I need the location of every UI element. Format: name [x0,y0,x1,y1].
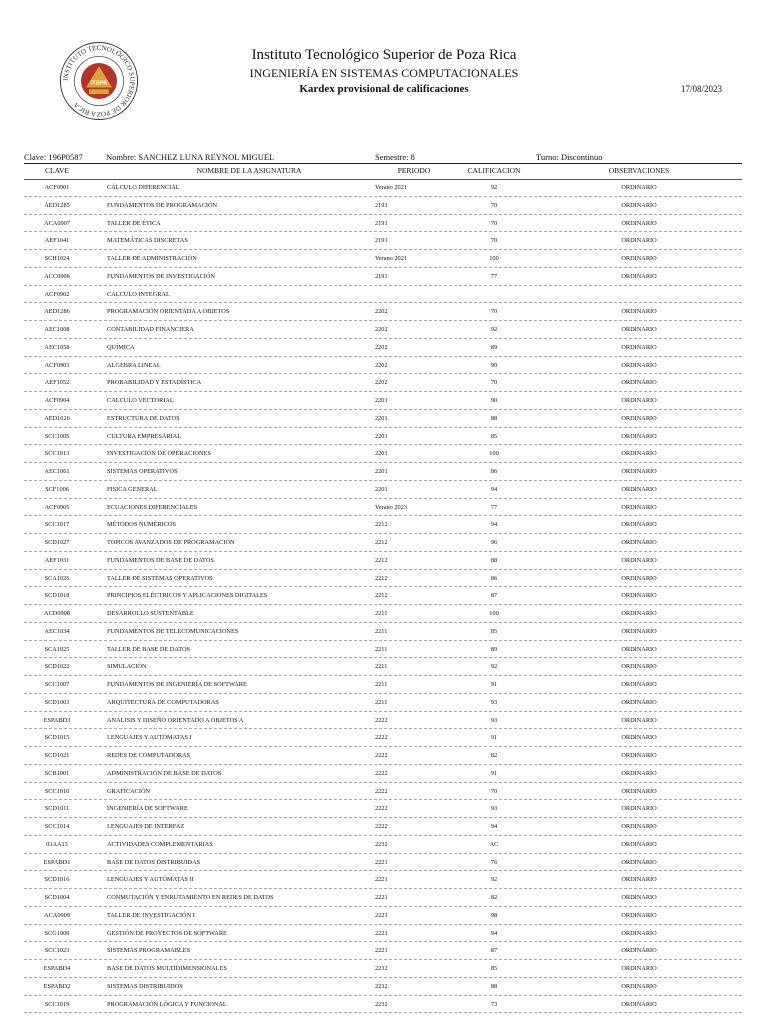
table-row [24,623,742,641]
cell-clave: AEF1031 [44,556,70,564]
cell-nombre: PROBABILIDAD Y ESTADÍSTICA [107,379,202,387]
table-row [24,552,742,570]
table-row [24,303,742,321]
cell-calificacion: 70 [490,308,498,316]
cell-clave: SCC1023 [44,947,70,955]
cell-observaciones: ORDINARIO [621,911,657,919]
table-row [24,996,742,1014]
table-row [24,641,742,659]
table-row [24,321,742,339]
cell-clave: SCD1011 [44,805,70,813]
cell-periodo: 2222 [375,787,388,795]
cell-calificacion: 70 [490,787,498,795]
cell-periodo: 2221 [375,876,388,884]
cell-nombre: FUNDAMENTOS DE BASE DE DATOS [107,556,214,564]
cell-observaciones: ORDINARIO [621,361,657,369]
cell-clave: SCD1015 [44,734,70,742]
cell-clave: SCD1021 [44,752,70,759]
cell-periodo: 2202 [375,379,388,387]
table-row [24,197,742,215]
cell-calificacion: 85 [490,965,498,972]
cell-nombre: LENGUAJES Y AUTÓMATAS II [107,876,194,884]
cell-periodo: 2211 [375,627,388,635]
cell-calificacion: 76 [490,858,498,866]
cell-calificacion: 87 [490,592,498,600]
col-periodo-header: PERIODO [397,166,431,175]
cell-clave: AED1285 [44,201,70,209]
cell-observaciones: ORDINARIO [621,610,657,617]
cell-calificacion: 77 [490,272,498,280]
cell-periodo: 2201 [375,432,388,440]
cell-calificacion: 91 [490,769,498,777]
table-row [24,463,742,481]
cell-calificacion: 88 [490,556,498,564]
cell-nombre: DESARROLLO SUSTENTABLE [107,610,194,617]
cell-clave: AEF1041 [44,237,70,245]
table-row [24,747,742,765]
table-row [24,712,742,730]
cell-nombre: BASE DE DATOS MULTIDIMENSIONALES [107,965,227,972]
cell-observaciones: ORDINARIO [621,308,657,316]
cell-periodo: 2212 [375,592,388,600]
cell-nombre: FUNDAMENTOS DE TELECOMUNICACIONES [107,627,239,635]
table-row [24,818,742,836]
cell-nombre: TALLER DE SISTEMAS OPERATIVOS [107,574,213,582]
cell-nombre: GRAFICACIÓN [107,787,151,795]
cell-nombre: INGENIERÍA DE SOFTWARE [107,805,188,813]
cell-observaciones: ORDINARIO [621,272,657,280]
cell-calificacion: 73 [490,1000,498,1008]
cell-periodo: 2222 [375,823,388,830]
cell-nombre: CÁLCULO DIFERENCIAL [107,184,180,191]
cell-nombre: BASE DE DATOS DISTRIBUIDAS [107,858,201,866]
cell-periodo: 2221 [375,894,388,901]
cell-periodo: 2222 [375,752,388,759]
cell-nombre: SISTEMAS DISTRIBUIDOS [107,982,183,990]
cell-nombre: TOPICOS AVANZADOS DE PROGRAMACIÓN [107,539,235,546]
cell-clave: SCC1014 [44,823,70,830]
table-row [24,232,742,250]
table-row [24,978,742,996]
cell-calificacion: 100 [489,450,499,458]
cell-observaciones: ORDINARIO [621,237,657,245]
cell-calificacion: 85 [490,432,498,440]
cell-observaciones: ORDINARIO [621,485,657,493]
cell-observaciones: ORDINARIO [621,769,657,777]
cell-nombre: FUNDAMENTOS DE INVESTIGACIÓN [107,272,215,280]
cell-clave: ESPABD4 [43,965,71,972]
cell-observaciones: ORDINARIO [621,379,657,387]
cell-observaciones: ORDINARIO [621,592,657,600]
cell-periodo: 2221 [375,929,388,937]
col-clave-header: CLAVE [44,166,70,175]
cell-observaciones: ORDINARIO [621,343,657,351]
table-row [24,960,742,978]
cell-observaciones: ORDINARIO [621,627,657,635]
cell-observaciones: ORDINARIO [621,823,657,830]
cell-observaciones: ORDINARIO [621,787,657,795]
cell-observaciones: ORDINARIO [621,698,657,706]
cell-observaciones: ORDINARIO [621,1000,657,1008]
cell-nombre: SIMULACIÓN [107,663,147,671]
student-info [24,152,742,163]
cell-nombre: ECUACIONES DIFERENCIALES [107,503,198,511]
cell-calificacion: 89 [490,645,498,653]
cell-calificacion: 91 [490,681,498,688]
cell-calificacion: 94 [490,929,498,937]
cell-calificacion: 100 [489,610,499,617]
cell-observaciones: ORDINARIO [621,450,657,458]
cell-clave: SCC1007 [44,681,70,688]
cell-clave: ACF0901 [44,184,70,191]
cell-periodo: 2201 [375,485,388,493]
cell-clave: SCC1010 [44,787,70,795]
cell-periodo: 2201 [375,397,388,404]
cell-clave: SCH1024 [44,255,70,262]
table-row [24,800,742,818]
cell-nombre: TALLER DE ÉTICA [107,219,161,227]
cell-clave: ESPABD3 [43,716,71,724]
cell-periodo: 2191 [375,201,388,209]
cell-clave: ACF0903 [44,361,70,369]
cell-periodo: 2212 [375,574,388,582]
table-row [24,836,742,854]
grades-table-body [24,179,742,1013]
cell-periodo: 2211 [375,681,388,688]
student-clave: Clave: 196P0587 [24,152,83,162]
cell-periodo: 2221 [375,911,388,919]
cell-observaciones: ORDINARIO [621,876,657,884]
cell-observaciones: ORDINARIO [621,521,657,529]
cell-nombre: FISICA GENERAL [107,485,158,493]
cell-calificacion: 88 [490,414,498,422]
cell-clave: ESPABD1 [43,858,71,866]
cell-calificacion: 92 [490,876,498,884]
table-row [24,516,742,534]
cell-observaciones: ORDINARIO [621,468,657,475]
cell-periodo: 2202 [375,361,388,369]
cell-calificacion: 90 [490,397,498,404]
cell-nombre: ALGEBRA LINEAL [107,361,161,369]
cell-observaciones: ORDINARIO [621,645,657,653]
table-row [24,871,742,889]
table-row [24,481,742,499]
cell-nombre: CONMUTACIÓN Y ENRUTAMIENTO EN REDES DE DATOS [107,894,274,901]
cell-periodo: 2221 [375,947,388,955]
student-name: Nombre: SANCHEZ LUNA REYNOL MIGUEL [106,152,275,162]
table-row [24,268,742,286]
cell-nombre: ANALISIS Y DISEÑO ORIENTADO A OBJETOS A [107,716,244,724]
table-row [24,215,742,233]
table-row [24,605,742,623]
cell-calificacion: 86 [490,574,498,582]
cell-periodo: 2202 [375,343,388,351]
cell-calificacion: 87 [490,947,498,955]
cell-periodo: 2222 [375,769,388,777]
cell-clave: SCG1009 [44,929,70,937]
student-semester: Semestre: 8 [375,152,415,162]
cell-nombre: ACTIVIDADES COMPLEMENTARIAS [107,840,213,848]
cell-clave: SCD1004 [44,894,70,901]
cell-periodo: 2191 [375,272,388,280]
cell-periodo: 2212 [375,556,388,564]
cell-clave: SCF1006 [45,485,69,493]
table-header [24,166,742,178]
cell-nombre: LENGUAJES DE INTERFAZ [107,823,185,830]
cell-observaciones: ORDINARIO [621,219,657,227]
document-title: Kardex provisional de calificaciones [299,83,469,95]
cell-periodo: 2211 [375,663,388,671]
table-row [24,942,742,960]
cell-periodo: 2211 [375,645,388,653]
cell-observaciones: ORDINARIO [621,556,657,564]
table-row [24,286,742,304]
cell-periodo: 2211 [375,698,388,706]
cell-calificacion: AC [489,840,499,848]
cell-calificacion: 90 [490,361,498,369]
cell-nombre: REDES DE COMPUTADORAS [107,752,191,759]
table-row [24,392,742,410]
cell-calificacion: 100 [489,255,499,262]
cell-periodo: 2222 [375,734,388,742]
cell-clave: SCC1019 [44,1000,70,1008]
cell-clave: SCA1025 [44,645,70,653]
cell-nombre: GESTIÓN DE PROYECTOS DE SOFTWARE [107,929,227,937]
cell-clave: AEC1058 [44,343,70,351]
table-row [24,854,742,872]
institute-name: Instituto Tecnológico Superior de Poza Rica [251,47,517,63]
cell-periodo: Verano 2023 [375,503,408,511]
table-row [24,729,742,747]
cell-clave: ACF0905 [44,503,70,511]
cell-periodo: Verano 2021 [375,255,408,262]
cell-calificacion: 93 [490,698,498,706]
cell-nombre: LENGUAJES Y AUTÓMATAS I [107,734,192,742]
cell-periodo: 2211 [375,610,388,617]
col-nombre-header: NOMBRE DE LA ASIGNATURA [196,166,302,175]
cell-nombre: ARQUITECTURA DE COMPUTADORAS [107,698,219,706]
cell-observaciones: ORDINARIO [621,255,657,262]
cell-periodo: 2201 [375,414,388,422]
table-row [24,570,742,588]
cell-observaciones: ORDINARIO [621,414,657,422]
cell-clave: AEC1008 [44,326,70,333]
cell-periodo: 2232 [375,965,388,972]
cell-clave: AED1286 [44,308,70,316]
cell-nombre: INVESTIGACIÓN DE OPERACIONES [107,450,211,458]
cell-observaciones: ORDINARIO [621,539,657,546]
cell-periodo: 2212 [375,521,388,529]
cell-calificacion: 88 [490,982,498,990]
cell-observaciones: ORDINARIO [621,184,657,191]
cell-periodo: 2191 [375,237,388,245]
cell-nombre: PROGRAMACIÓN ORIENTADA A OBJETOS [107,308,230,316]
cell-periodo: 2222 [375,716,388,724]
cell-calificacion: 70 [490,201,498,209]
cell-nombre: ADMINISTRACIÓN DE BASE DE DATOS [107,769,222,777]
cell-nombre: FUNDAMENTOS DE INGENIERÍA DE SOFTWARE [107,681,247,688]
cell-observaciones: ORDINARIO [621,965,657,972]
cell-observaciones: ORDINARIO [621,947,657,955]
cell-clave: ACF0904 [44,397,70,404]
cell-calificacion: 70 [490,237,498,245]
table-row [24,907,742,925]
issue-date: 17/08/2023 [680,84,722,94]
table-row [24,445,742,463]
cell-clave: SCD1027 [44,539,70,546]
cell-nombre: CONTABILIDAD FINANCIERA [107,326,194,333]
table-row [24,694,742,712]
cell-observaciones: ORDINARIO [621,681,657,688]
table-row [24,658,742,676]
cell-periodo: 2212 [375,539,388,546]
cell-calificacion: 89 [490,343,498,351]
cell-observaciones: ORDINARIO [621,503,657,511]
cell-observaciones: ORDINARIO [621,716,657,724]
cell-observaciones: ORDINARIO [621,734,657,742]
cell-nombre: ESTRUCTURA DE DATOS [107,414,180,422]
cell-nombre: CULTURA EMPRESARIAL [107,432,182,440]
cell-calificacion: 92 [490,184,498,191]
table-row [24,783,742,801]
cell-clave: AEC1061 [44,468,70,475]
table-row [24,765,742,783]
cell-observaciones: ORDINARIO [621,805,657,813]
cell-calificacion: 82 [490,894,498,901]
cell-calificacion: 94 [490,823,498,830]
table-row [24,587,742,605]
cell-nombre: PRINCIPIOS ELÉCTRICOS Y APLICACIONES DIGITALES [107,592,268,600]
cell-clave: 03AA13 [46,840,68,848]
cell-nombre: MÉTODOS NUMÉRICOS [107,521,176,529]
cell-calificacion: 82 [490,752,498,759]
cell-calificacion: 96 [490,539,498,546]
cell-observaciones: ORDINARIO [621,201,657,209]
col-observaciones-header: OBSERVACIONES [608,166,670,175]
cell-observaciones: ORDINARIO [621,982,657,990]
cell-calificacion: 91 [490,734,498,742]
cell-observaciones: ORDINARIO [621,840,657,848]
cell-calificacion: 98 [490,911,498,919]
cell-clave: SCB1001 [44,769,70,777]
cell-calificacion: 92 [490,663,498,671]
cell-clave: SCD1016 [44,876,70,884]
cell-clave: AED1026 [44,414,70,422]
cell-observaciones: ORDINARIO [621,858,657,866]
header-divider [24,163,742,164]
cell-nombre: MATEMÁTICAS DISCRETAS [107,237,188,245]
cell-nombre: PROGRAMACIÓN LÓGICA Y FUNCIONAL [107,1000,227,1008]
cell-clave: ACA0907 [44,219,70,227]
cell-nombre: TALLER DE ADMINISTRACIÓN [107,255,197,262]
cell-observaciones: ORDINARIO [621,397,657,404]
cell-periodo: 2201 [375,468,388,475]
table-row [24,925,742,943]
cell-observaciones: ORDINARIO [621,752,657,759]
cell-nombre: CÁLCULO INTEGRAL [107,290,170,298]
cell-periodo: 2222 [375,805,388,813]
cell-calificacion: 93 [490,805,498,813]
cell-observaciones: ORDINARIO [621,663,657,671]
cell-observaciones: ORDINARIO [621,326,657,333]
table-row [24,250,742,268]
table-row [24,339,742,357]
cell-nombre: TALLER DE INVESTIGACIÓN I [107,911,195,919]
cell-calificacion: 77 [490,503,498,511]
cell-clave: ACC0906 [44,272,70,280]
cell-periodo: 2202 [375,326,388,333]
cell-nombre: TALLER DE BASE DE DATOS [107,645,190,653]
cell-clave: ACF0902 [44,290,70,298]
cell-calificacion: 85 [490,627,498,635]
svg-text:INSTITUTO TECNOLÓGICO SUPERIOR: INSTITUTO TECNOLÓGICO SUPERIOR DE POZA RICA [61,43,137,119]
cell-periodo: 2232 [375,840,388,848]
cell-nombre: QUÍMICA [107,343,135,351]
cell-nombre: SISTEMAS PROGRAMABLES [107,947,191,955]
cell-periodo: 2201 [375,450,388,458]
table-row [24,374,742,392]
cell-periodo: 2232 [375,1000,388,1008]
cell-clave: AEC1034 [44,627,70,635]
table-row [24,179,742,197]
cell-periodo: 2202 [375,308,388,316]
cell-observaciones: ORDINARIO [621,432,657,440]
cell-calificacion: 70 [490,219,498,227]
cell-calificacion: 94 [490,521,498,529]
cell-calificacion: 70 [490,379,498,387]
cell-calificacion: 92 [490,326,498,333]
cell-observaciones: ORDINARIO [621,894,657,901]
cell-clave: SCC1017 [44,521,70,529]
cell-clave: ACA0909 [44,911,70,919]
table-row [24,889,742,907]
cell-nombre: FUNDAMENTOS DE PROGRAMACIÓN [107,201,218,209]
cell-nombre: CALCULO VECTORIAL [107,397,174,404]
cell-observaciones: ORDINARIO [621,929,657,937]
cell-nombre: SISTEMAS OPERATIVOS [107,468,178,475]
table-row [24,428,742,446]
cell-clave: SCC1005 [44,432,70,440]
student-shift: Turno: Discontinuo [536,152,603,162]
table-row [24,676,742,694]
cell-observaciones: ORDINARIO [621,574,657,582]
cell-calificacion: 86 [490,468,498,475]
cell-periodo: 2232 [375,982,388,990]
col-calificacion-header: CALIFICACION [467,166,521,175]
cell-clave: AEF1052 [44,379,70,387]
cell-periodo: 2221 [375,858,388,866]
table-row [24,357,742,375]
cell-clave: ESPABD2 [43,982,71,990]
cell-calificacion: 94 [490,485,498,493]
cell-clave: ACD0908 [44,610,70,617]
cell-periodo: 2191 [375,219,388,227]
cell-clave: SCC1013 [44,450,70,458]
table-row [24,499,742,517]
table-row [24,410,742,428]
table-row [24,534,742,552]
cell-clave: SCA1026 [44,574,70,582]
program-name: INGENIERÍA EN SISTEMAS COMPUTACIONALES [249,66,519,80]
svg-text:ITSPR: ITSPR [90,80,108,87]
cell-calificacion: 93 [490,716,498,724]
cell-clave: SCD1003 [44,698,70,706]
cell-clave: SCD1022 [44,663,70,671]
cell-clave: SCD1018 [44,592,70,600]
cell-periodo: Verano 2021 [375,184,408,191]
